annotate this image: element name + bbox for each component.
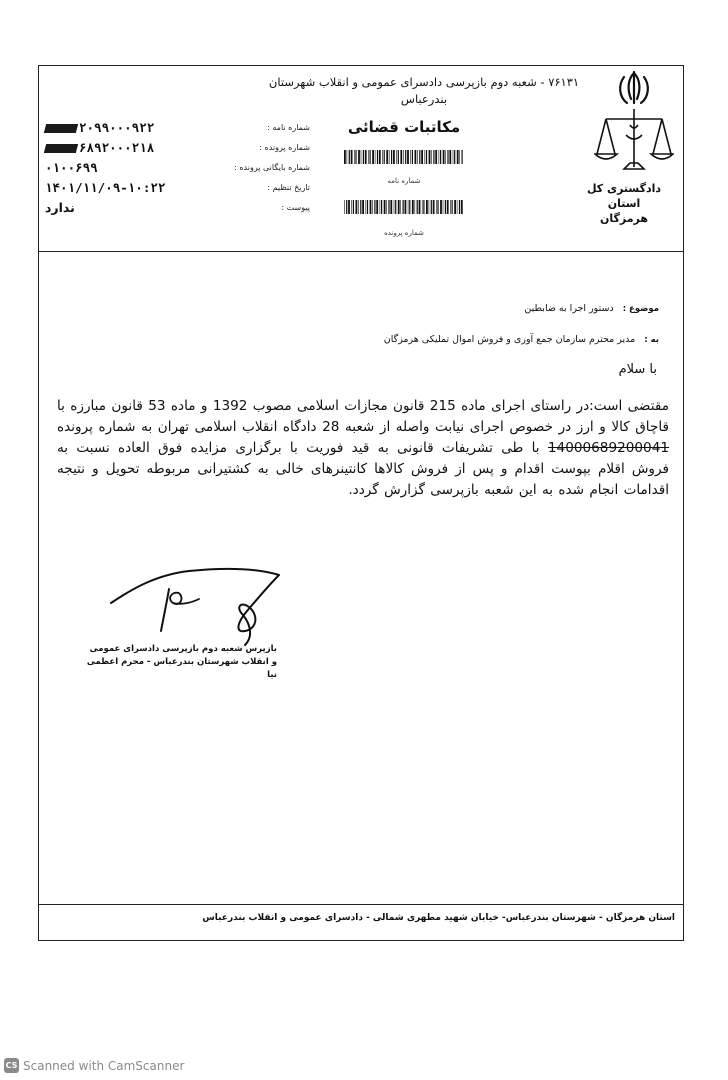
- letter-metadata: [45, 120, 310, 220]
- header-divider: [39, 251, 683, 252]
- barcode-bar: [426, 200, 428, 214]
- barcode-bar: [454, 200, 456, 214]
- footer-address: استان هرمزگان - شهرستان بندرعباس- خیابان شهید مطهری شمالی - دادسرای عمومی و انقلاب بندرعباس: [202, 913, 675, 923]
- barcode-bar: [449, 150, 451, 164]
- barcode-bar: [376, 200, 378, 214]
- barcode-bar: [454, 150, 455, 164]
- subject-line: [524, 303, 659, 314]
- barcode-bar: [400, 200, 401, 214]
- barcode-bar: [356, 200, 358, 214]
- barcode-bar: [433, 150, 434, 164]
- archive-number-value: ۰۱۰۰۶۹۹: [45, 160, 98, 175]
- barcode-bar: [381, 200, 382, 214]
- barcode-bar: [388, 200, 389, 214]
- barcode-bar: [412, 200, 414, 214]
- barcode-bar: [377, 150, 378, 164]
- barcode-bar: [433, 200, 435, 214]
- barcode-bar: [354, 150, 355, 164]
- barcode-bar: [440, 150, 441, 164]
- barcode-bar: [367, 200, 368, 214]
- barcode-bar: [415, 200, 416, 214]
- meta-row-letter-number: [45, 120, 310, 140]
- footer-divider: [39, 904, 683, 905]
- case-reference-number: 14000689200041: [547, 440, 669, 456]
- barcode-bar: [440, 200, 442, 214]
- barcode-bar: [386, 200, 387, 214]
- barcode-bar: [398, 150, 399, 164]
- archive-number-label: شماره بایگانی پرونده :: [234, 163, 310, 172]
- barcode-bar: [422, 200, 423, 214]
- date-label: تاریخ تنظیم :: [267, 183, 310, 192]
- barcode-bar: [435, 150, 437, 164]
- barcode-bar: [431, 150, 432, 164]
- barcode-bar: [374, 200, 375, 214]
- barcode-bar: [445, 200, 446, 214]
- barcode-bar: [363, 150, 364, 164]
- court-name: [569, 181, 679, 226]
- barcode-bar: [453, 150, 454, 164]
- greeting: با سلام: [618, 362, 657, 377]
- barcode-bar: [355, 150, 356, 164]
- barcode-bar: [347, 150, 348, 164]
- barcode-bar: [368, 150, 369, 164]
- barcode-bar: [439, 150, 440, 164]
- barcode-bar: [452, 200, 453, 214]
- date-value: ۱۴۰۱/۱۱/۰۹-۱۰:۲۲: [45, 180, 166, 195]
- barcode-bar: [423, 200, 424, 214]
- letter-number-value: ۲۰۹۹۰۰۰۹۲۲: [45, 120, 154, 135]
- meta-row-archive-number: [45, 160, 310, 180]
- recipient-line: [384, 334, 659, 345]
- barcode-bar: [429, 200, 430, 214]
- meta-row-case-number: [45, 140, 310, 160]
- barcode-bar: [450, 200, 451, 214]
- signer-block: [57, 643, 277, 682]
- barcode-bar: [403, 150, 404, 164]
- signer-line2: و انقلاب شهرستان بندرعباس - محرم اعظمی: [86, 657, 277, 667]
- barcode-bar: [412, 150, 413, 164]
- court-title: [254, 74, 594, 108]
- barcode-bar: [400, 150, 402, 164]
- camscanner-watermark: [4, 1058, 184, 1073]
- barcode-bar: [457, 200, 458, 214]
- barcode-bar: [380, 200, 381, 214]
- barcode-bar: [437, 200, 438, 214]
- camscanner-text: Scanned with CamScanner: [23, 1058, 185, 1073]
- barcode-bar: [391, 150, 392, 164]
- barcode-bar: [443, 150, 445, 164]
- barcode-bar: [372, 150, 374, 164]
- barcode-bar: [344, 150, 346, 164]
- barcode-bar: [390, 200, 392, 214]
- barcode-bar: [386, 150, 388, 164]
- letter-number-label: شماره نامه :: [267, 123, 310, 132]
- barcode-bar: [459, 200, 460, 214]
- barcode-bar: [408, 200, 409, 214]
- barcode-bar: [358, 150, 360, 164]
- barcode-bar: [398, 200, 400, 214]
- handwritten-signature: [109, 541, 319, 651]
- letter-frame: [38, 65, 684, 941]
- barcode-bar: [358, 200, 359, 214]
- signer-line3: نیا: [267, 670, 277, 680]
- barcode-bar: [436, 200, 437, 214]
- barcode-bar: [425, 150, 426, 164]
- body-part-2: با طی تشریفات قانونی به قید فوریت با برگزاری مزایده فوق العاده نسبت به فروش اقلام بپوست اقدام و پس از فروش کالاها کانتینرهای خالی به کشتیرانی مربوطه تحویل و نتیجه اقدامات انجام شده به این شعبه بازپرسی گزارش گردد.: [57, 440, 669, 498]
- barcode-bar: [393, 150, 395, 164]
- signer-line1: بازپرس شعبه دوم بازپرسی دادسرای عمومی: [89, 644, 277, 654]
- court-name-line1: دادگستری کل استان: [586, 182, 662, 210]
- case-barcode: [344, 200, 464, 214]
- barcode-bar: [429, 150, 431, 164]
- barcode-bar: [351, 200, 352, 214]
- barcode-bar: [382, 150, 383, 164]
- barcode-bar: [407, 150, 409, 164]
- barcode-bar: [384, 200, 386, 214]
- barcode-bar: [349, 150, 350, 164]
- letter-barcode: [344, 150, 464, 164]
- subject-value: دستور اجرا به ضابطین: [524, 303, 614, 314]
- barcode-bar: [348, 200, 350, 214]
- barcode-bar: [384, 150, 385, 164]
- barcode-bar: [410, 150, 411, 164]
- barcode-bar: [365, 150, 367, 164]
- barcode-bar: [394, 200, 395, 214]
- barcode-bar: [362, 200, 364, 214]
- court-title-line2: بندرعباس: [400, 92, 448, 106]
- barcode-bar: [361, 150, 362, 164]
- barcode-bar: [419, 150, 420, 164]
- barcode-bar: [431, 200, 432, 214]
- letter-barcode-caption: شماره نامه: [387, 177, 421, 185]
- barcode-bar: [395, 200, 396, 214]
- redaction-mark: [44, 144, 78, 153]
- barcode-bar: [346, 200, 347, 214]
- barcode-bar: [417, 200, 418, 214]
- barcode-bar: [426, 150, 427, 164]
- barcode-bar: [370, 150, 371, 164]
- attachment-label: پیوست :: [281, 203, 310, 212]
- barcode-bar: [405, 150, 406, 164]
- barcode-bar: [360, 200, 361, 214]
- body-part-1: مقتضی است:در راستای اجرای ماده 215 قانون مجازات اسلامی مصوب 1392 و ماده 53 قانون مبارزه با قاچاق کالا و ارز در خصوص اجرای نیابت واصله از شعبه 28 دادگاه انقلاب اسلامی تهران به شماره پرونده: [57, 398, 669, 435]
- document-type-title: مکاتبات قضائی: [347, 118, 461, 136]
- barcode-bar: [421, 150, 423, 164]
- barcode-bar: [370, 200, 372, 214]
- meta-row-date: [45, 180, 310, 200]
- barcode-bar: [396, 150, 397, 164]
- case-number-label: شماره پرونده :: [259, 143, 310, 152]
- attachment-value: ندارد: [45, 200, 75, 215]
- recipient-label: به :: [644, 335, 659, 345]
- barcode-bar: [375, 150, 376, 164]
- barcode-bar: [457, 150, 459, 164]
- judiciary-emblem-icon: [594, 69, 674, 179]
- barcode-bar: [351, 150, 353, 164]
- barcode-bar: [389, 150, 390, 164]
- barcode-bar: [379, 150, 381, 164]
- barcode-bar: [417, 150, 418, 164]
- court-title-line1: ۷۶۱۳۱ - شعبه دوم بازپرسی دادسرای عمومی و انقلاب شهرستان: [268, 75, 580, 89]
- barcode-bar: [372, 200, 373, 214]
- barcode-bar: [366, 200, 367, 214]
- meta-row-attachment: [45, 200, 310, 220]
- barcode-bar: [353, 200, 354, 214]
- barcode-bar: [419, 200, 421, 214]
- barcode-bar: [462, 150, 463, 164]
- barcode-bar: [459, 150, 460, 164]
- barcode-bar: [403, 200, 404, 214]
- barcode-bar: [415, 150, 417, 164]
- barcode-bar: [409, 200, 410, 214]
- recipient-value: مدیر محترم سازمان جمع آوری و فروش اموال تملیکی هرمزگان: [383, 334, 636, 345]
- court-name-line2: هرمزگان: [599, 212, 649, 225]
- barcode-bar: [461, 200, 463, 214]
- barcode-bar: [344, 200, 345, 214]
- case-barcode-caption: شماره پرونده: [384, 229, 424, 237]
- barcode-bar: [445, 150, 446, 164]
- camscanner-logo-icon: CS: [4, 1058, 19, 1073]
- subject-label: موضوع :: [622, 304, 659, 314]
- barcode-bar: [447, 150, 448, 164]
- redaction-mark: [44, 124, 78, 133]
- letter-body: [57, 396, 669, 501]
- barcode-bar: [443, 200, 444, 214]
- case-number-value: ۶۸۹۲۰۰۰۲۱۸: [45, 140, 154, 155]
- barcode-bar: [447, 200, 449, 214]
- barcode-bar: [405, 200, 407, 214]
